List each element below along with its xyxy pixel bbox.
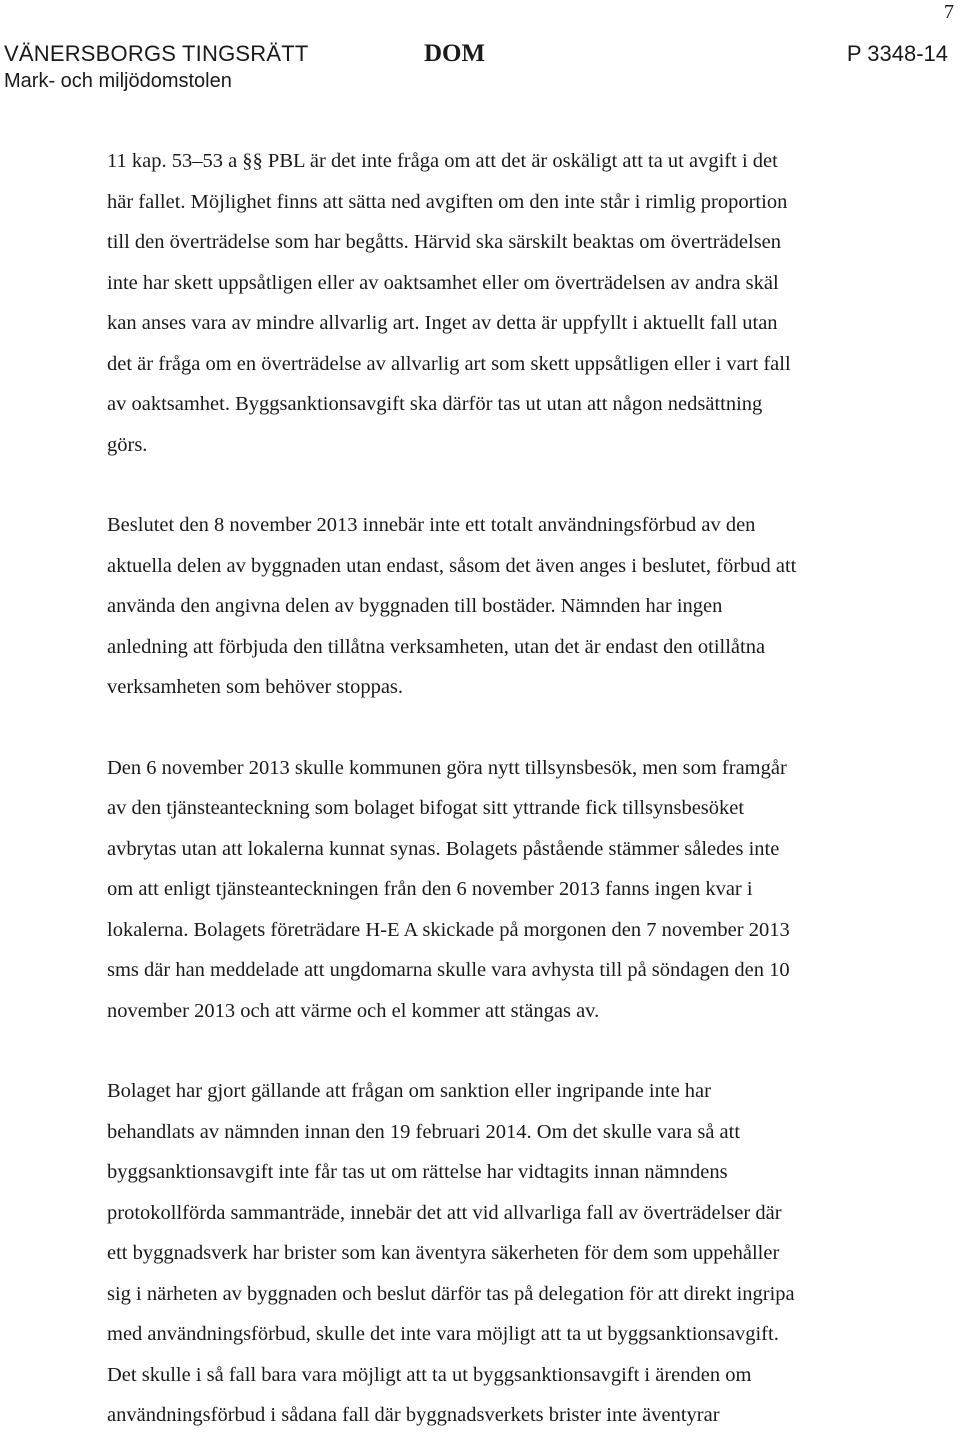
text-line: 11 kap. 53–53 a §§ PBL är det inte fråga om att det är oskäligt att ta ut avgift i det <box>107 150 778 172</box>
court-name: VÄNERSBORGS TINGSRÄTT <box>4 41 309 66</box>
paragraph-spacer <box>107 1031 907 1071</box>
text-line: avbrytas utan att lokalerna kunnat synas. Bolagets påstående stämmer således inte <box>107 837 780 860</box>
text-line: behandlats av nämnden innan den 19 februari 2014. Om det skulle vara så att <box>107 1120 741 1143</box>
paragraph-spacer <box>107 465 907 505</box>
document-body <box>107 141 907 1436</box>
paragraph-1 <box>107 141 907 465</box>
text-line: av den tjänsteanteckning som bolaget bifogat sitt yttrande fick tillsynsbesöket <box>107 797 745 819</box>
paragraph-4 <box>107 1071 907 1436</box>
text-line: Det skulle i så fall bara vara möjligt att ta ut byggsanktionsavgift i ärenden om <box>107 1363 752 1386</box>
paragraph-spacer <box>107 708 907 748</box>
text-line: det är fråga om en överträdelse av allvarlig art som skett uppsåtligen eller i vart fall <box>107 352 791 375</box>
document-header <box>4 40 948 100</box>
document-type: DOM <box>424 40 486 67</box>
text-line: sms där han meddelade att ungdomarna skulle vara avhysta till på söndagen den 10 <box>107 959 790 981</box>
text-line: anledning att förbjuda den tillåtna verksamheten, utan det är endast den otillåtna <box>107 635 766 658</box>
text-line: lokalerna. Bolagets företrädare H-E A skickade på morgonen den 7 november 2013 <box>107 918 790 941</box>
text-line: av oaktsamhet. Byggsanktionsavgift ska därför tas ut utan att någon nedsättning <box>107 393 763 415</box>
text-line: Den 6 november 2013 skulle kommunen göra nytt tillsynsbesök, men som framgår <box>107 756 787 779</box>
page-number: 7 <box>944 1 954 23</box>
paragraph-3 <box>107 748 907 1032</box>
text-line: inte har skett uppsåtligen eller av oaktsamhet eller om överträdelsen av andra skäl <box>107 271 779 294</box>
court-division: Mark- och miljödomstolen <box>4 70 232 92</box>
text-line: byggsanktionsavgift inte får tas ut om rättelse har vidtagits innan nämndens <box>107 1161 728 1183</box>
text-line: aktuella delen av byggnaden utan endast, såsom det även anges i beslutet, förbud att <box>107 554 797 577</box>
text-line: Beslutet den 8 november 2013 innebär inte ett totalt användningsförbud av den <box>107 514 756 536</box>
text-line: här fallet. Möjlighet finns att sätta ned avgiften om den inte står i rimlig proportion <box>107 190 788 213</box>
text-line: kan anses vara av mindre allvarlig art. Inget av detta är uppfyllt i aktuellt fall utan <box>107 312 778 334</box>
text-line: Bolaget har gjort gällande att frågan om sanktion eller ingripande inte har <box>107 1080 711 1102</box>
case-number: P 3348-14 <box>846 41 948 66</box>
text-line: görs. <box>107 433 148 456</box>
text-line: med användningsförbud, skulle det inte vara möjligt att ta ut byggsanktionsavgift. <box>107 1323 779 1345</box>
text-line: sig i närheten av byggnaden och beslut därför tas på delegation för att direkt ingripa <box>107 1282 795 1305</box>
text-line: till den överträdelse som har begåtts. Härvid ska särskilt beaktas om överträdelsen <box>107 231 782 253</box>
paragraph-2 <box>107 505 907 708</box>
text-line: ett byggnadsverk har brister som kan äventyra säkerheten för dem som uppehåller <box>107 1242 780 1264</box>
text-line: verksamheten som behöver stoppas. <box>107 676 404 698</box>
text-line: om att enligt tjänsteanteckningen från den 6 november 2013 fanns ingen kvar i <box>107 878 753 900</box>
text-line: använda den angivna delen av byggnaden till bostäder. Nämnden har ingen <box>107 595 723 617</box>
text-line: protokollförda sammanträde, innebär det att vid allvarliga fall av överträdelser där <box>107 1201 782 1224</box>
text-line: november 2013 och att värme och el kommer att stängas av. <box>107 999 600 1022</box>
text-line: användningsförbud i sådana fall där byggnadsverkets brister inte äventyrar <box>107 1404 720 1426</box>
